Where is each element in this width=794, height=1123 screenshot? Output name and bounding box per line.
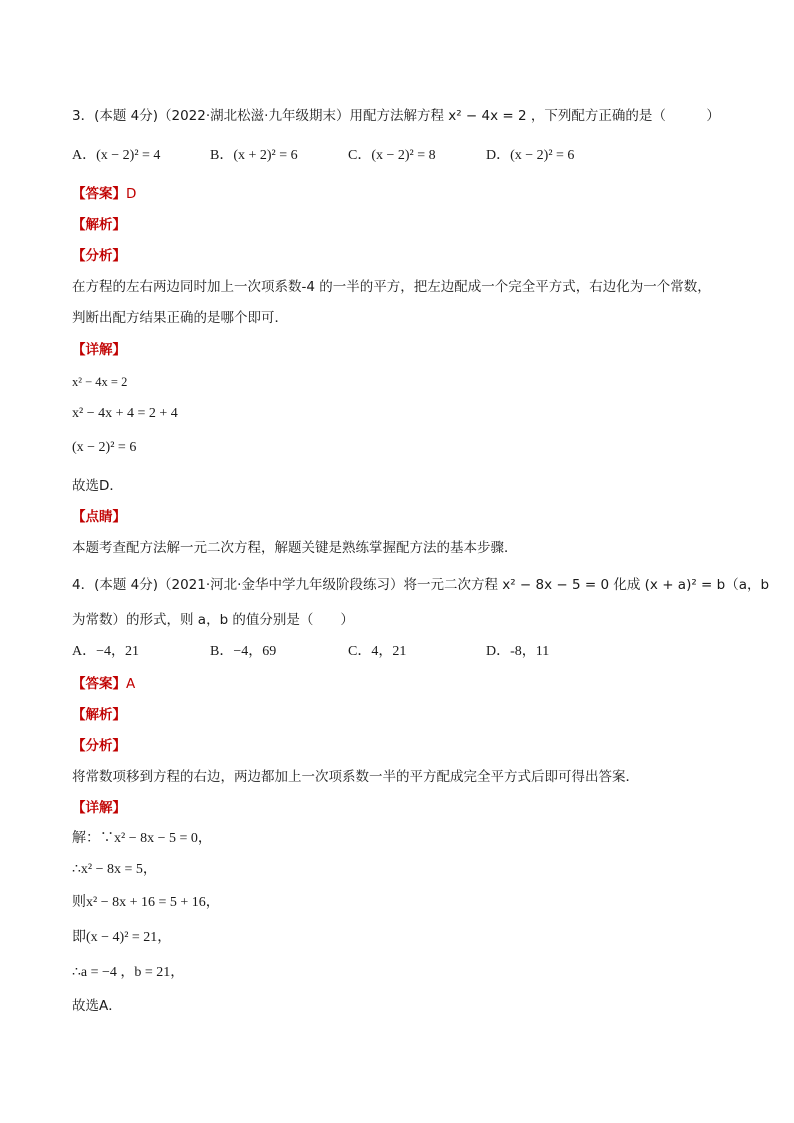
q4-option-d: D．-8，11 bbox=[486, 644, 550, 659]
q4-answer-label: 【答案】 bbox=[72, 676, 126, 692]
q3-step-2: x² − 4x + 4 = 2 + 4 bbox=[72, 406, 178, 421]
q3-option-c: C．(x − 2)² = 8 bbox=[348, 148, 436, 163]
q4-step-1: 解：∵x² − 8x − 5 = 0， bbox=[72, 831, 212, 846]
q3-analysis-line1: 在方程的左右两边同时加上一次项系数-4 的一半的平方，把左边配成一个完全平方式，右边化为一个常数， bbox=[72, 279, 711, 295]
q4-step-3: 则x² − 8x + 16 = 5 + 16， bbox=[72, 895, 220, 910]
q3-comment: 本题考查配方法解一元二次方程，解题关键是熟练掌握配方法的基本步骤． bbox=[72, 540, 518, 556]
q4-step-2: ∴x² − 8x = 5， bbox=[72, 862, 157, 877]
q4-option-b: B．−4，69 bbox=[210, 644, 277, 659]
q4-option-a: A．−4，21 bbox=[72, 644, 140, 659]
q3-jiexi-label: 【解析】 bbox=[72, 217, 126, 233]
q4-detail-label: 【详解】 bbox=[72, 800, 126, 816]
q4-fenxi-label: 【分析】 bbox=[72, 738, 126, 754]
q4-stem-line1: 4．(本题 4分)（2021·河北·金华中学九年级阶段练习）将一元二次方程 x² − 8x − 5 = 0 化成 (x + a)² = b（a，b bbox=[72, 577, 770, 593]
q4-answer bbox=[72, 674, 722, 694]
q3-detail-label: 【详解】 bbox=[72, 342, 126, 358]
q3-option-a: A．(x − 2)² = 4 bbox=[72, 148, 161, 163]
q4-jiexi-label: 【解析】 bbox=[72, 707, 126, 723]
q3-option-d: D．(x − 2)² = 6 bbox=[486, 148, 575, 163]
q3-step-1: x² − 4x = 2 bbox=[72, 375, 128, 389]
q4-step-5: ∴a = −4 ，b = 21， bbox=[72, 965, 185, 980]
q4-answer-value: A bbox=[126, 676, 136, 692]
q3-stem: 3．(本题 4分)（2022·湖北松滋·九年级期末）用配方法解方程 x² − 4x = 2 ，下列配方正确的是（ ） bbox=[72, 108, 720, 124]
q3-option-b: B．(x + 2)² = 6 bbox=[210, 148, 298, 163]
q3-answer-label: 【答案】 bbox=[72, 186, 126, 202]
q4-stem-line2: 为常数）的形式，则 a，b 的值分别是（ ） bbox=[72, 612, 354, 628]
q4-conclusion: 故选A． bbox=[72, 998, 122, 1014]
q4-option-c: C．4，21 bbox=[348, 644, 407, 659]
q3-conclusion: 故选D． bbox=[72, 478, 123, 494]
q3-dianjing-label: 【点睛】 bbox=[72, 509, 126, 525]
q3-fenxi-label: 【分析】 bbox=[72, 248, 126, 264]
q3-answer-value: D bbox=[126, 186, 137, 202]
q3-answer bbox=[72, 184, 722, 204]
q4-step-4: 即(x − 4)² = 21， bbox=[72, 930, 172, 945]
q4-analysis: 将常数项移到方程的右边，两边都加上一次项系数一半的平方配成完全平方式后即可得出答案． bbox=[72, 769, 639, 785]
q3-step-3: (x − 2)² = 6 bbox=[72, 440, 137, 455]
q3-analysis-line2: 判断出配方结果正确的是哪个即可． bbox=[72, 310, 288, 326]
